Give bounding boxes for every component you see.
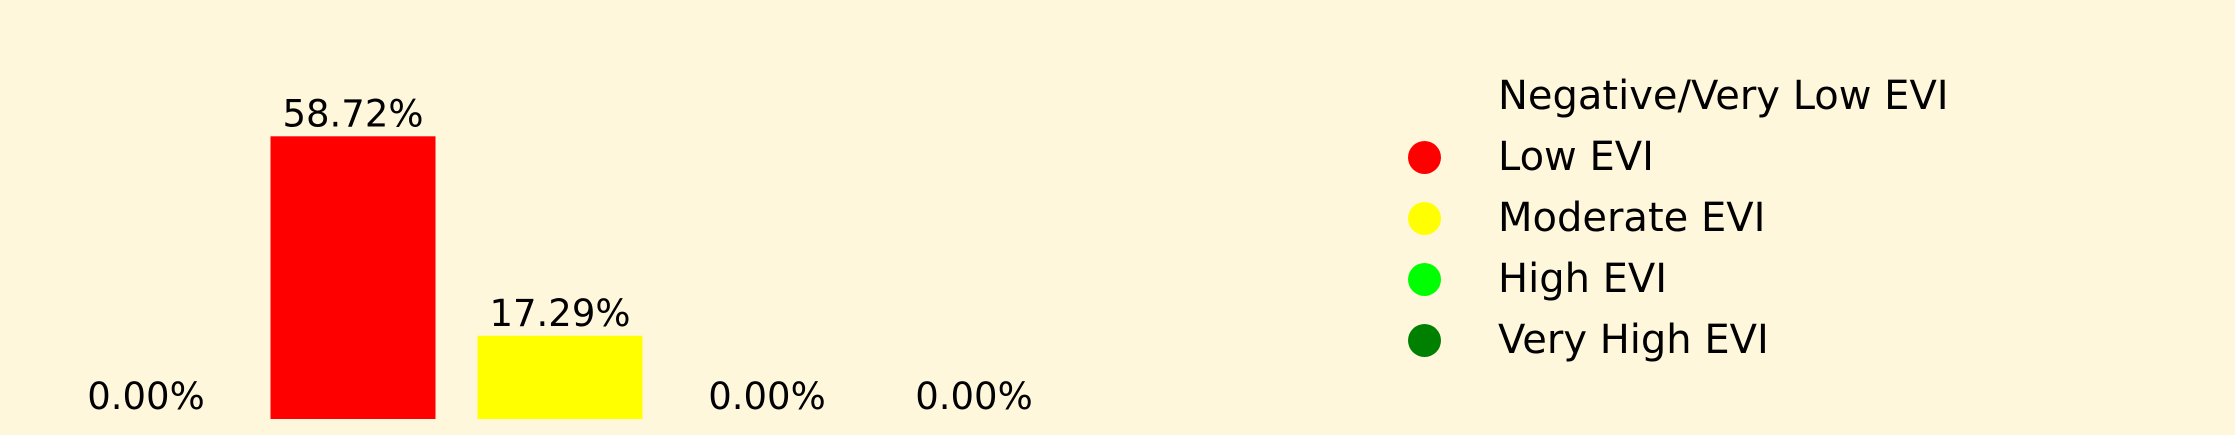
bar-2 <box>478 336 643 419</box>
bar-1 <box>271 136 436 419</box>
legend-item-low <box>1395 127 2095 188</box>
legend-dot-icon <box>1408 202 1441 235</box>
bar-value-label: 0.00% <box>87 375 205 418</box>
legend <box>1395 66 2095 371</box>
legend-item-negative-very-low <box>1395 66 2095 127</box>
legend-item-moderate <box>1395 188 2095 249</box>
legend-dot-icon <box>1408 141 1441 174</box>
bar-value-label: 17.29% <box>489 291 631 335</box>
bar-value-label: 58.72% <box>282 92 424 136</box>
bar-value-label: 0.00% <box>915 375 1033 418</box>
legend-dot-icon <box>1408 263 1441 296</box>
legend-dot-icon <box>1408 80 1441 113</box>
legend-item-very-high <box>1395 310 2095 371</box>
legend-label: High EVI <box>1498 256 1668 302</box>
legend-label: Negative/Very Low EVI <box>1498 73 1949 119</box>
legend-label: Moderate EVI <box>1498 195 1766 241</box>
legend-dot-icon <box>1408 324 1441 357</box>
legend-item-high <box>1395 249 2095 310</box>
legend-label: Low EVI <box>1498 134 1654 180</box>
legend-label: Very High EVI <box>1498 317 1769 363</box>
bar-value-label: 0.00% <box>708 375 826 418</box>
